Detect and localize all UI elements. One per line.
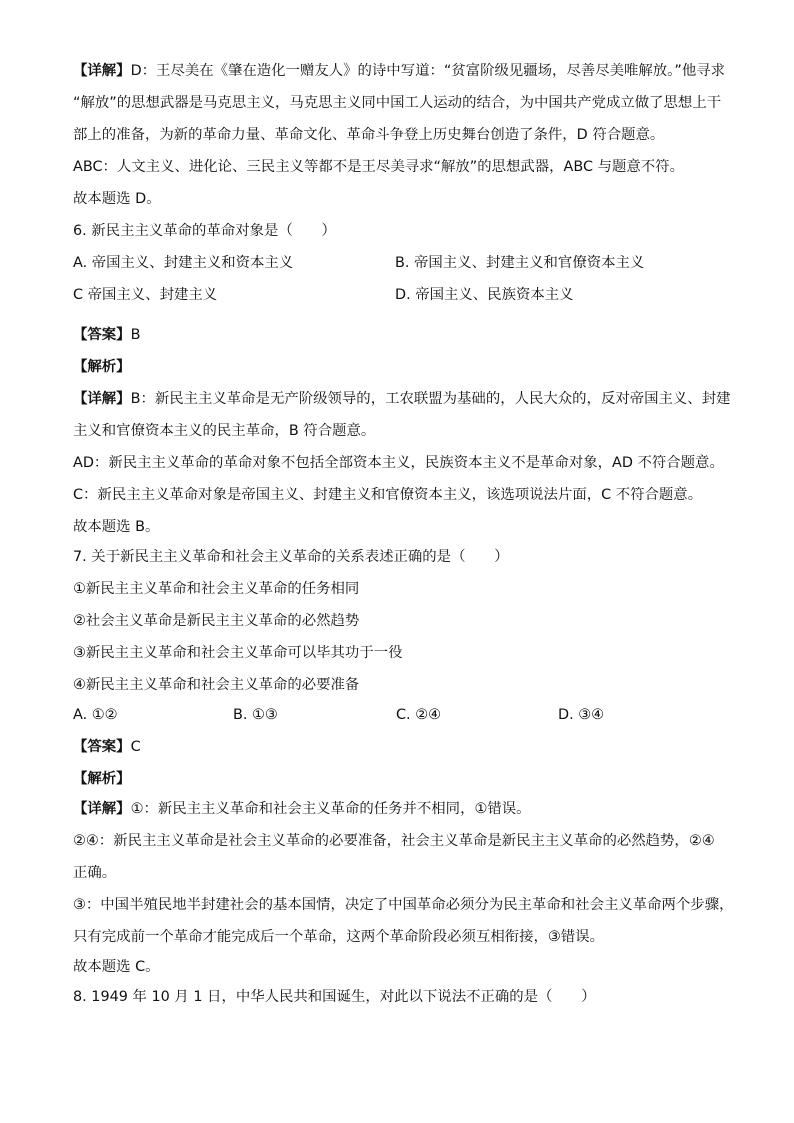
q7-detail-line-2: ②④：新民主主义革命是社会主义革命的必要准备，社会主义革命是新民主主义革命的必然趋势，②④ — [73, 833, 715, 849]
q5-conclusion: 故本题选 D。 — [73, 191, 161, 207]
q7-stem: 7. 关于新民主主义革命和社会主义革命的关系表述正确的是（ ） — [73, 549, 509, 565]
q6-answer: 【答案】B — [73, 327, 141, 343]
q7-analysis-tag: 【解析】 — [73, 771, 131, 787]
q7-statement-4: ④新民主主义革命和社会主义革命的必要准备 — [73, 677, 360, 693]
q7-answer: 【答案】C — [73, 739, 141, 755]
q7-conclusion: 故本题选 C。 — [73, 959, 160, 975]
q7-statement-1: ①新民主主义革命和社会主义革命的任务相同 — [73, 581, 360, 597]
q6-analysis-tag: 【解析】 — [73, 359, 131, 375]
q6-option-d: D. 帝国主义、民族资本主义 — [395, 287, 574, 303]
q7-detail-line-1: 【详解】①：新民主主义革命和社会主义革命的任务并不相同，①错误。 — [73, 801, 531, 817]
q7-detail-line-4: ③：中国半殖民地半封建社会的基本国情，决定了中国革命必须分为民主革命和社会主义革命两个步骤， — [73, 897, 734, 913]
q6-option-b: B. 帝国主义、封建主义和官僚资本主义 — [395, 255, 645, 271]
q6-detail-line-1: 【详解】B：新民主主义革命是无产阶级领导的，工农联盟为基础的，人民大众的，反对帝国主义、封建 — [73, 391, 731, 407]
detail-tag: 【详解】 — [73, 63, 131, 79]
q7-option-d: D. ③④ — [558, 707, 605, 723]
q7-option-c: C. ②④ — [396, 707, 441, 723]
q5-detail-line-3: 部上的准备，为新的革命力量、革命文化、革命斗争登上历史舞台创造了条件，D 符合题意。 — [73, 127, 665, 143]
q6-detail-line-2: 主义和官僚资本主义的民主革命，B 符合题意。 — [73, 423, 376, 439]
q6-conclusion: 故本题选 B。 — [73, 519, 160, 535]
q7-statement-2: ②社会主义革命是新民主主义革命的必然趋势 — [73, 613, 360, 629]
q6-detail-line-3: AD：新民主主义革命的革命对象不包括全部资本主义，民族资本主义不是革命对象，AD 不符合题意。 — [73, 455, 724, 471]
q7-option-b: B. ①③ — [233, 707, 278, 723]
q8-stem: 8. 1949 年 10 月 1 日，中华人民共和国诞生，对此以下说法不正确的是（ ） — [73, 989, 596, 1005]
q6-stem: 6. 新民主主义革命的革命对象是（ ） — [73, 223, 336, 239]
q7-statement-3: ③新民主主义革命和社会主义革命可以毕其功于一役 — [73, 645, 403, 661]
q5-detail-line-4: ABC：人文主义、进化论、三民主义等都不是王尽美寻求“解放”的思想武器，ABC 与题意不符。 — [73, 159, 684, 175]
q6-detail-line-4: C：新民主主义革命对象是帝国主义、封建主义和官僚资本主义，该选项说法片面，C 不符合题意。 — [73, 487, 703, 503]
q6-option-a: A. 帝国主义、封建主义和资本主义 — [73, 255, 294, 271]
q5-detail-line-2: “解放”的思想武器是马克思主义，马克思主义同中国工人运动的结合，为中国共产党成立做了思想上干 — [73, 95, 722, 111]
q7-detail-line-3: 正确。 — [73, 865, 117, 881]
q5-detail-line-1: 【详解】D：王尽美在《肇在造化一赠友人》的诗中写道：“贫富阶级见疆场，尽善尽美唯解放。”他寻求 — [73, 63, 725, 79]
q7-option-a: A. ①② — [73, 707, 118, 723]
q7-detail-line-5: 只有完成前一个革命才能完成后一个革命，这两个革命阶段必须互相衔接，③错误。 — [73, 929, 604, 945]
q6-option-c: C 帝国主义、封建主义 — [73, 287, 218, 303]
